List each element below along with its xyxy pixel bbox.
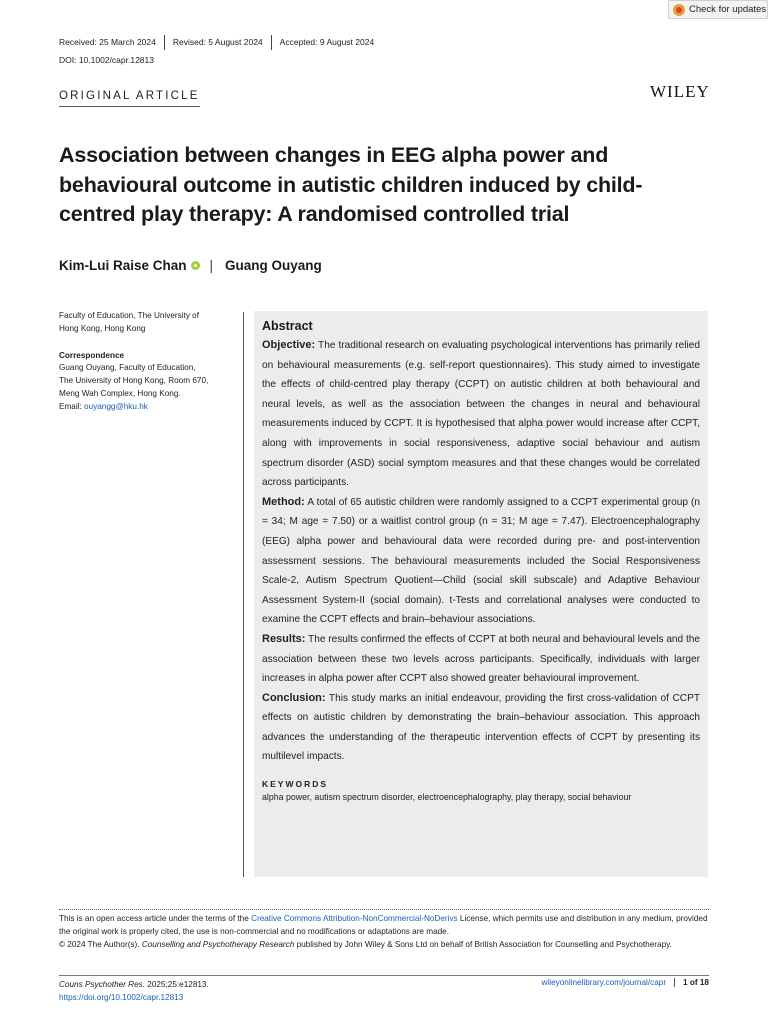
- license-text: [59, 913, 709, 939]
- author-separator: |: [209, 258, 214, 273]
- footer-divider: [59, 909, 709, 910]
- citation-journal: Couns Psychother Res.: [59, 980, 146, 989]
- abstract-conclusion: [262, 689, 700, 767]
- license-suffix: License, which permits use and distribution in any medium, provided the original work is properly cited, the use is non-commercial and no modifications or adaptations are made.: [59, 914, 708, 936]
- email-line: [59, 401, 234, 414]
- abstract-results: [262, 630, 700, 689]
- orcid-icon[interactable]: [191, 261, 200, 270]
- doi-link[interactable]: https://doi.org/10.1002/capr.12813: [59, 993, 184, 1002]
- objective-text: The traditional research on evaluating psychological interventions has primarily relied on behavioural measurements (e.g. self-report questionnaires). This study aimed to investigate the effects of child-centred play therapy (CCPT) on autistic children at both behavioural and neural levels, as well as the association between the changes in neural and behavioural measurements induced by CCPT. It is hypothesised that alpha power would increase after CCPT, along with improvements in social responsiveness, adaptive social behaviour and autism spectrum disorder (ASD) social symptom measures and that these changes would be correlated across participants.: [262, 340, 700, 489]
- email-label: Email:: [59, 401, 82, 411]
- affiliation-line: Faculty of Education, The University of: [59, 311, 200, 320]
- objective-label: Objective:: [262, 339, 316, 351]
- correspondence-line: Guang Ouyang, Faculty of Education,: [59, 363, 196, 373]
- abstract-method: [262, 493, 700, 630]
- copyright-journal: Counselling and Psychotherapy Research: [141, 939, 295, 949]
- license-prefix: This is an open access article under the terms of the: [59, 914, 249, 923]
- article-dates: [59, 35, 382, 50]
- crossmark-icon: [673, 4, 685, 16]
- affiliation-line: Hong Kong, Hong Kong: [59, 323, 146, 333]
- conclusion-text: This study marks an initial endeavour, providing the first cross-validation of CCPT effects on autistic children by demonstrating the brain–behaviour association. This approach advances the understanding of the therapeutic intervention effects of CCPT by presenting its multilevel impacts.: [262, 692, 700, 763]
- author-list: [59, 258, 322, 273]
- column-divider: [243, 312, 244, 877]
- article-type: ORIGINAL ARTICLE: [59, 90, 200, 107]
- license-link[interactable]: Creative Commons Attribution-NonCommercial-NoDerivs: [251, 914, 458, 923]
- affiliation-block: [59, 310, 234, 414]
- check-for-updates-label: Check for updates: [689, 4, 767, 15]
- results-label: Results:: [262, 632, 306, 645]
- doi-text: DOI: 10.1002/capr.12813: [59, 55, 154, 65]
- check-for-updates-button[interactable]: [668, 0, 768, 19]
- received-date: Received: 25 March 2024: [59, 35, 165, 50]
- page-footer-rule: [59, 975, 709, 976]
- article-title: Association between changes in EEG alpha power and behavioural outcome in autistic children induced by child-centred play therapy: A randomised controlled trial: [59, 143, 643, 226]
- correspondence-heading: Correspondence: [59, 350, 125, 360]
- copyright-text: [59, 939, 709, 952]
- method-text: A total of 65 autistic children were randomly assigned to a CCPT experimental group (n = 34; M age = 7.50) or a waitlist control group (n = 31; M age = 7.47). Electroencephalography (EEG) alpha power and behavioural data were recorded during pre- and post-intervention assessment sessions. The behavioural measurements included the Social Responsiveness Scale-2, Autism Spectrum Quotient—Child (social skill subscale) and Adaptive Behaviour Assessment System-II (social domain). t-Tests and correlational analyses were conducted to examine the CCPT effects and brain–behaviour associations.: [262, 496, 701, 626]
- abstract-box: [254, 311, 708, 877]
- abstract-objective: [262, 336, 700, 493]
- keywords-list: alpha power, autism spectrum disorder, electroencephalography, play therapy, social behaviour: [262, 792, 632, 803]
- correspondence-line: The University of Hong Kong, Room 670,: [59, 376, 209, 386]
- correspondence-line: Meng Wah Complex, Hong Kong.: [59, 388, 181, 398]
- publisher-logo: WILEY: [650, 82, 710, 101]
- author-name[interactable]: Kim-Lui Raise Chan: [59, 258, 187, 273]
- abstract-heading: Abstract: [262, 319, 313, 333]
- page-number: 1 of 18: [674, 978, 709, 987]
- copyright-prefix: © 2024 The Author(s).: [59, 939, 140, 949]
- citation-block: [59, 978, 209, 1004]
- citation-volume: 2025;25:e12813.: [147, 980, 209, 989]
- revised-date: Revised: 5 August 2024: [165, 35, 272, 50]
- copyright-suffix: published by John Wiley & Sons Ltd on behalf of British Association for Counselling and Psychotherapy.: [296, 939, 672, 949]
- journal-site-link[interactable]: wileyonlinelibrary.com/journal/capr: [541, 978, 667, 987]
- author-name[interactable]: Guang Ouyang: [225, 258, 322, 273]
- email-link[interactable]: ouyangg@hku.hk: [84, 401, 148, 411]
- citation-line: [59, 978, 209, 991]
- results-text: The results confirmed the effects of CCPT at both neural and behavioural levels and the association between these two levels across participants. Specifically, individuals with larger increases in alpha power after CCPT also showed greater behavioural improvement.: [262, 633, 701, 685]
- accepted-date: Accepted: 9 August 2024: [279, 37, 375, 47]
- conclusion-label: Conclusion:: [262, 691, 326, 704]
- keywords-heading: KEYWORDS: [262, 779, 329, 790]
- footer-right: [542, 978, 709, 987]
- license-notice: [59, 913, 709, 951]
- method-label: Method:: [262, 495, 305, 508]
